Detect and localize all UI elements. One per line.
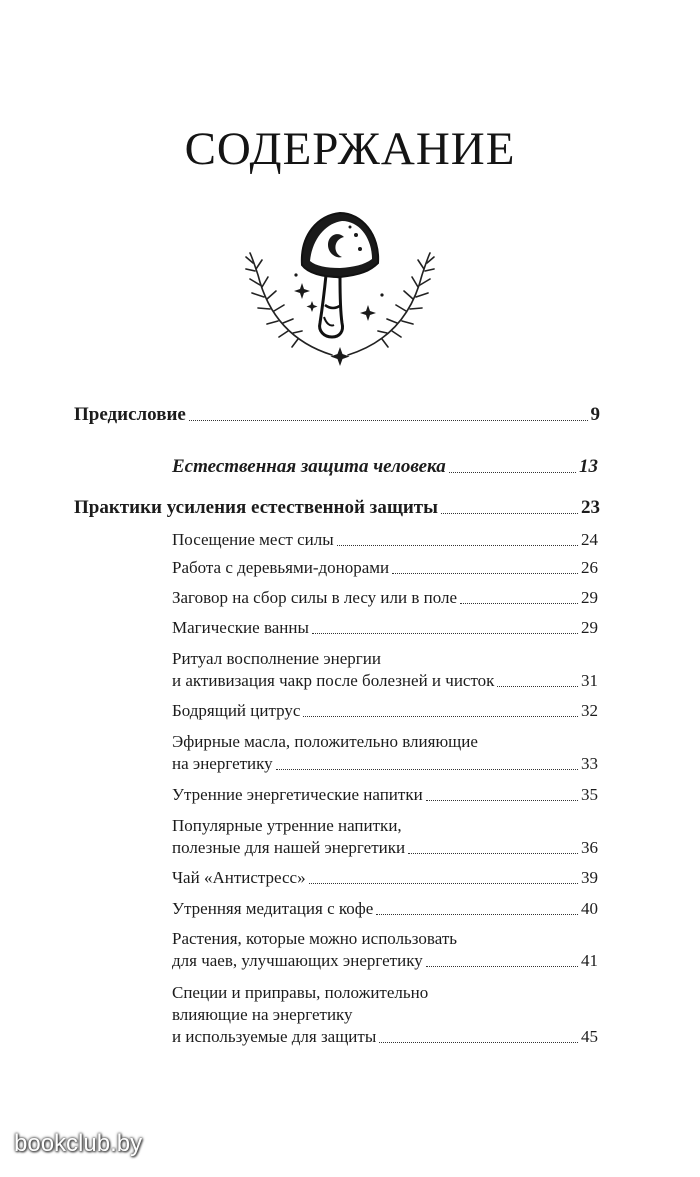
toc-subentry (172, 557, 598, 579)
toc-subentry-line: влияющие на энергетику (172, 1005, 353, 1024)
dot-leader (379, 1041, 578, 1043)
toc-entry-practices (74, 497, 600, 519)
toc-subentry-line: Бодрящий цитрус (172, 701, 301, 720)
dot-leader (449, 471, 576, 473)
dot-leader (441, 512, 578, 514)
toc-subentry (172, 898, 598, 920)
toc-subentry (172, 529, 598, 551)
toc-subentry-page: 35 (581, 785, 598, 804)
dot-leader (309, 882, 578, 884)
dot-leader (408, 852, 578, 854)
toc-entry-natural (172, 456, 598, 478)
toc-subentry (172, 815, 598, 859)
dot-leader (312, 632, 578, 634)
toc-subentry-line: Специи и приправы, положительно (172, 983, 429, 1002)
dot-leader (497, 685, 578, 687)
toc-subentry-line: Утренняя медитация с кофе (172, 899, 374, 918)
toc-subentry-page: 29 (581, 588, 598, 607)
toc-subentry-page: 36 (581, 838, 598, 857)
toc-subentry (172, 982, 598, 1048)
toc-subentry-line: и активизация чакр после болезней и чисток (172, 671, 495, 690)
toc-subentry-line: Чай «Антистресс» (172, 868, 306, 887)
dot-leader (392, 572, 578, 574)
toc-subentry-line: Посещение мест силы (172, 530, 334, 549)
toc-subentry-line: Популярные утренние напитки, (172, 816, 402, 835)
toc-subentry-line: для чаев, улучшающих энергетику (172, 951, 423, 970)
dot-leader (276, 768, 578, 770)
dot-leader (303, 715, 578, 717)
toc-subentry-page: 40 (581, 899, 598, 918)
toc-subentry-line: Заговор на сбор силы в лесу или в поле (172, 588, 458, 607)
dot-leader (189, 419, 588, 421)
toc-subentry (172, 700, 598, 722)
toc-subentry (172, 867, 598, 889)
toc-subentry-page: 26 (581, 558, 598, 577)
toc-subentry-page: 45 (581, 1027, 598, 1046)
page-title: СОДЕРЖАНИЕ (184, 123, 516, 175)
toc-subentry-page: 39 (581, 868, 598, 887)
toc-subentry-line: Работа с деревьями-донорами (172, 558, 390, 577)
watermark: bookclub.by (14, 1130, 143, 1157)
toc-subentry (172, 587, 598, 609)
toc-subentry-line: Ритуал восполнение энергии (172, 649, 381, 668)
toc-entry-title: Естественная защита человека (172, 456, 446, 477)
toc-entry-page: 13 (579, 456, 598, 477)
toc-subentry-line: Магические ванны (172, 618, 309, 637)
toc-entry-page: 9 (590, 404, 600, 425)
toc-subentry-page: 29 (581, 618, 598, 637)
toc-subentry-page: 33 (581, 754, 598, 773)
dot-leader (460, 602, 578, 604)
toc-subentry (172, 784, 598, 806)
toc-subentry-page: 41 (581, 951, 598, 970)
toc-entry-title: Предисловие (74, 404, 186, 425)
toc-subentry-page: 32 (581, 701, 598, 720)
toc-subentry-page: 24 (581, 530, 598, 549)
toc-subentry-page: 31 (581, 671, 598, 690)
toc-subentry-line: Растения, которые можно использовать (172, 929, 458, 948)
dot-leader (426, 799, 578, 801)
toc-subentry (172, 648, 598, 692)
dot-leader (337, 544, 578, 546)
dot-leader (426, 965, 578, 967)
toc-entry-page: 23 (581, 497, 600, 518)
toc-subentry (172, 617, 598, 639)
toc-subentry-line: Эфирные масла, положительно влияющие (172, 732, 478, 751)
toc-subentry (172, 928, 598, 972)
toc-entry-title: Практики усиления естественной защиты (74, 497, 438, 518)
toc-subentry-line: полезные для нашей энергетики (172, 838, 406, 857)
toc-subentry (172, 731, 598, 775)
dot-leader (376, 913, 578, 915)
toc-subentry-line: на энергетику (172, 754, 273, 773)
toc-subentry-line: и используемые для защиты (172, 1027, 377, 1046)
toc-entry-preface (74, 404, 600, 426)
toc-subentry-line: Утренние энергетические напитки (172, 785, 423, 804)
